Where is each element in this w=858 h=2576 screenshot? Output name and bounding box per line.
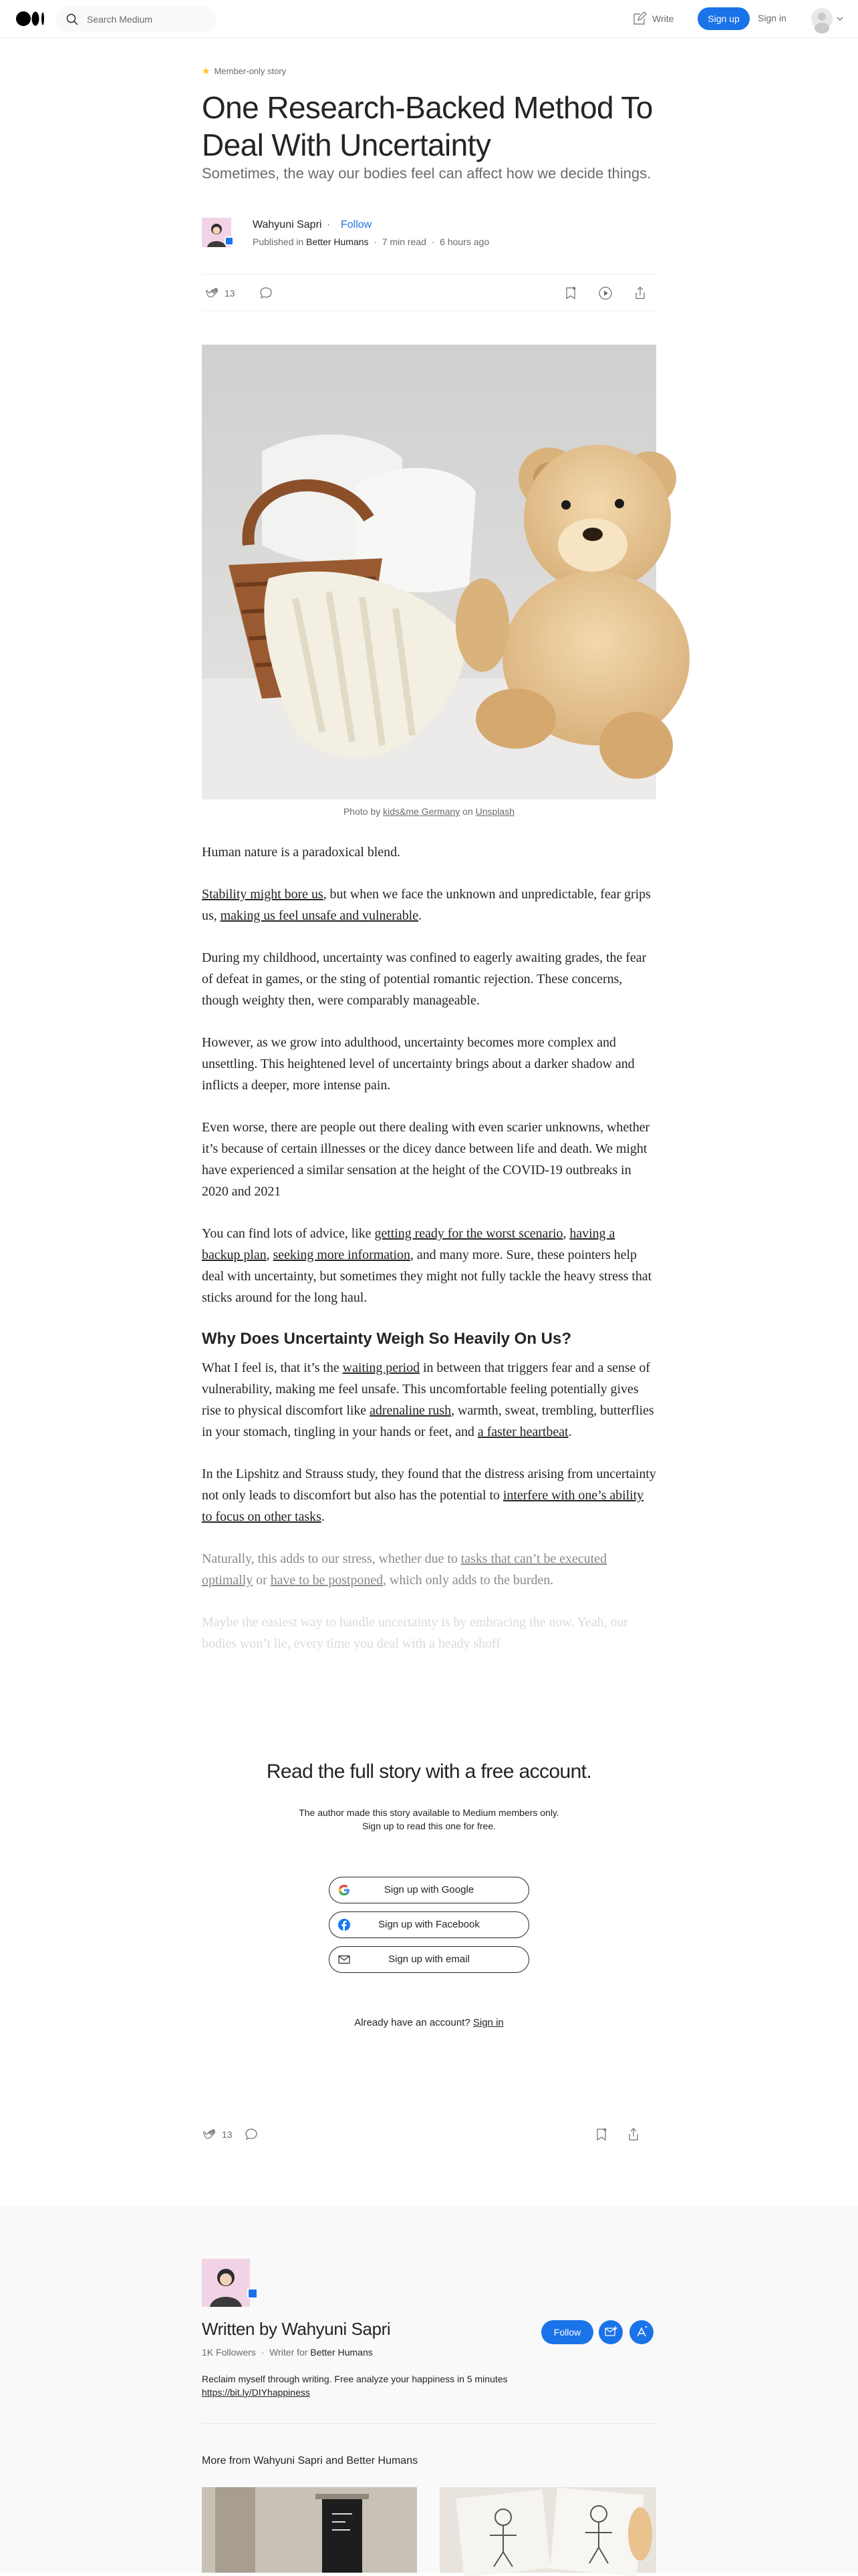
paragraph: However, as we grow into adulthood, uncertainty becomes more complex and unsettling. This heightened level of uncertainty brings about a darker shadow and inflicts a deeper, more intense pain. [202,1035,635,1093]
hero-image [202,345,656,799]
write-button[interactable] [632,9,674,28]
paywall-subtext-line: The author made this story available to Medium members only. [299,1807,559,1818]
signup-google-label: Sign up with Google [384,1884,474,1895]
signup-button[interactable]: Sign up [698,7,750,30]
author-footer [0,2205,858,2573]
more-from-heading: More from Wahyuni Sapri and Better Humans [202,2455,418,2466]
bookmark-button[interactable] [563,285,579,301]
bio-text: Reclaim myself through writing. Free analyze your happiness in 5 minutes [202,2374,508,2384]
bookmark-icon [563,285,579,301]
caption-on: on [462,806,473,817]
author-row [202,218,656,250]
already-have-account [0,2017,858,2028]
section-heading: Why Does Uncertainty Weigh So Heavily On Us? [202,1330,572,1348]
paragraph-text: . [568,1425,572,1439]
top-navigation [0,0,858,38]
inline-link[interactable]: tasks that can’t be executed optimally [202,1551,607,1588]
paragraph-text: in between that triggers fear and a sense of vulnerability, making me feel unsafe. This uncomfortable feeling potentially gives rise to physical discomfort like [202,1360,650,1418]
caption-source-link[interactable]: Unsplash [475,806,515,817]
signup-facebook-button[interactable] [329,1911,529,1938]
share-button[interactable] [632,285,648,301]
member-only-label [202,65,656,77]
paragraph-text: . [418,908,422,923]
paragraph [202,1357,656,1443]
mail-plus-icon [599,2320,623,2344]
paragraph-text: , warmth, sweat, trembling, butterflies in your stomach, tingling in your hands or feet, and [202,1403,654,1439]
inline-link[interactable]: making us feel unsafe and vulnerable [220,908,419,923]
tip-button[interactable] [629,2320,654,2344]
member-only-text: Member-only story [214,66,287,76]
comment-icon [243,2127,259,2143]
inline-link[interactable]: interfere with one’s ability to focus on other tasks [202,1488,644,1524]
paragraph: Even worse, there are people out there dealing with even scarier unknowns, whether it’s because of certain illnesses or the dicey dance between life and death. We might have experienced a similar sensation at the height of the COVID-19 outbreaks in 2020 and 2021 [202,1120,650,1199]
paragraph-text: , [266,1248,273,1262]
inline-link[interactable]: getting ready for the worst scenario [374,1226,563,1241]
user-avatar-icon [811,8,833,29]
signup-email-button[interactable] [329,1946,529,1973]
signup-email-label: Sign up with email [388,1954,470,1965]
inline-link[interactable]: waiting period [342,1360,420,1375]
listen-button[interactable] [597,285,613,301]
response-button[interactable] [243,2127,259,2143]
posted-time: 6 hours ago [440,236,490,247]
search-icon [65,13,79,26]
paragraph-faded: Maybe the easiest way to handle uncertainty is by embracing the now. Yeah, our bodies won’t lie, every time you deal with a heady shoff [202,1615,628,1651]
written-by-heading[interactable]: Written by Wahyuni Sapri [202,2319,391,2339]
search-placeholder: Search Medium [87,14,153,25]
article-action-bar [202,274,656,311]
already-text: Already have an account? [354,2017,470,2028]
author-portrait-icon [202,2259,250,2307]
inline-link[interactable]: having a backup plan [202,1226,615,1262]
separator-dot: · [327,219,331,230]
paragraph-text: What I feel is, that it’s the [202,1360,343,1375]
article-body [202,842,656,1662]
paywall-subtext-line: Sign up to read this one for free. [362,1821,496,1831]
paragraph-text: , but when we face the unknown and unpredictable, fear grips us, [202,887,651,923]
member-badge-icon [247,2288,258,2299]
published-in-label: Published in [253,236,304,247]
user-avatar[interactable] [811,8,833,29]
writer-for-label: Writer for [269,2347,308,2358]
facebook-icon [337,1918,351,1931]
paragraph: Human nature is a paradoxical blend. [202,845,400,860]
clap-icon [204,285,221,301]
comment-icon [258,285,274,301]
clap-icon [202,2127,218,2143]
bookmark-icon [593,2127,609,2143]
paragraph [202,884,656,926]
article-subtitle: Sometimes, the way our bodies feel can affect how we decide things. [202,165,652,182]
publication-link[interactable]: Better Humans [306,236,369,247]
paywall-heading: Read the full story with a free account. [266,1761,592,1783]
share-icon [632,285,648,301]
author-meta [202,2347,373,2358]
email-icon [337,1953,351,1966]
paragraph: During my childhood, uncertainty was confined to eagerly awaiting grades, the fear of defeat in games, or the sting of potential romantic rejection. These concerns, though weighty then, were comparably manageable. [202,950,647,1008]
paragraph-text: In the Lipshitz and Strauss study, they found that the distress arising from uncertainty not only leads to discomfort but also has the potential to [202,1467,656,1503]
paragraph [202,1548,656,1591]
paragraph-text: , [563,1226,570,1241]
follow-author-link[interactable]: Follow [341,219,372,230]
tip-icon [629,2320,654,2344]
image-caption [202,806,656,817]
clap-count: 13 [222,2129,233,2140]
article-title: One Research-Backed Method To Deal With Uncertainty [202,90,653,162]
member-badge-icon [225,236,234,246]
inline-link[interactable]: Stability might bore us [202,887,323,902]
inline-link[interactable]: seeking more information [273,1248,410,1262]
publication-line [253,236,489,247]
separator-dot: · [371,236,380,247]
divider [202,2423,656,2424]
bookmark-button[interactable] [593,2127,609,2143]
response-button[interactable] [258,285,274,301]
paywall-subtext [0,1806,858,1833]
play-icon [597,285,613,301]
paragraph-text: , and many more. Sure, these pointers help deal with uncertainty, but sometimes they might not fully tackle the heavy stress that sticks around for the long haul. [202,1248,652,1305]
separator-dot: · [258,2347,267,2358]
star-icon: ★ [202,65,210,76]
publication-link[interactable]: Better Humans [310,2347,373,2358]
story-card-image[interactable] [440,2487,656,2573]
search-bar[interactable] [56,7,217,32]
bottom-action-bar [202,2124,656,2145]
author-bio [202,2372,549,2399]
signin-link[interactable]: Sign in [758,13,786,23]
inline-link[interactable]: adrenaline rush [370,1403,452,1418]
drawing-photo [440,2487,656,2573]
caption-prefix: Photo by [343,806,381,817]
share-icon [625,2127,641,2143]
google-icon [337,1883,351,1897]
follow-button[interactable]: Follow [541,2320,593,2344]
follower-count[interactable]: 1K Followers [202,2347,256,2358]
paragraph [202,1463,656,1527]
paragraph-text: , which only adds to the burden. [383,1573,554,1588]
story-card-image[interactable] [202,2487,417,2573]
paragraph-text: Naturally, this adds to our stress, whether due to [202,1551,461,1566]
separator-dot: · [428,236,438,247]
clap-count: 13 [225,288,235,299]
bio-link[interactable]: https://bit.ly/DIYhappiness [202,2387,310,2398]
subscribe-email-button[interactable] [599,2320,623,2344]
caption-author-link[interactable]: kids&me Germany [383,806,460,817]
paragraph-text: You can find lots of advice, like [202,1226,375,1241]
doorway-photo [202,2487,417,2573]
medium-logo-icon[interactable] [16,11,48,27]
write-icon [632,11,647,26]
inline-link[interactable]: a faster heartbeat [477,1425,569,1439]
signin-link[interactable]: Sign in [472,2017,504,2028]
clap-button[interactable] [204,285,235,301]
teddy-bear-basket-photo [202,345,656,799]
signup-facebook-label: Sign up with Facebook [378,1919,480,1930]
footer-author-avatar[interactable] [202,2259,250,2307]
read-time: 7 min read [382,236,426,247]
author-name[interactable]: Wahyuni Sapri [253,219,322,230]
signup-google-button[interactable] [329,1877,529,1903]
write-label: Write [652,13,674,24]
chevron-down-icon[interactable] [837,16,843,21]
share-button[interactable] [625,2127,641,2143]
paragraph-text: or [253,1573,271,1588]
clap-button[interactable] [202,2127,233,2143]
inline-link[interactable]: have to be postponed [270,1573,384,1588]
paragraph-text: . [321,1509,325,1524]
paragraph [202,1223,656,1308]
